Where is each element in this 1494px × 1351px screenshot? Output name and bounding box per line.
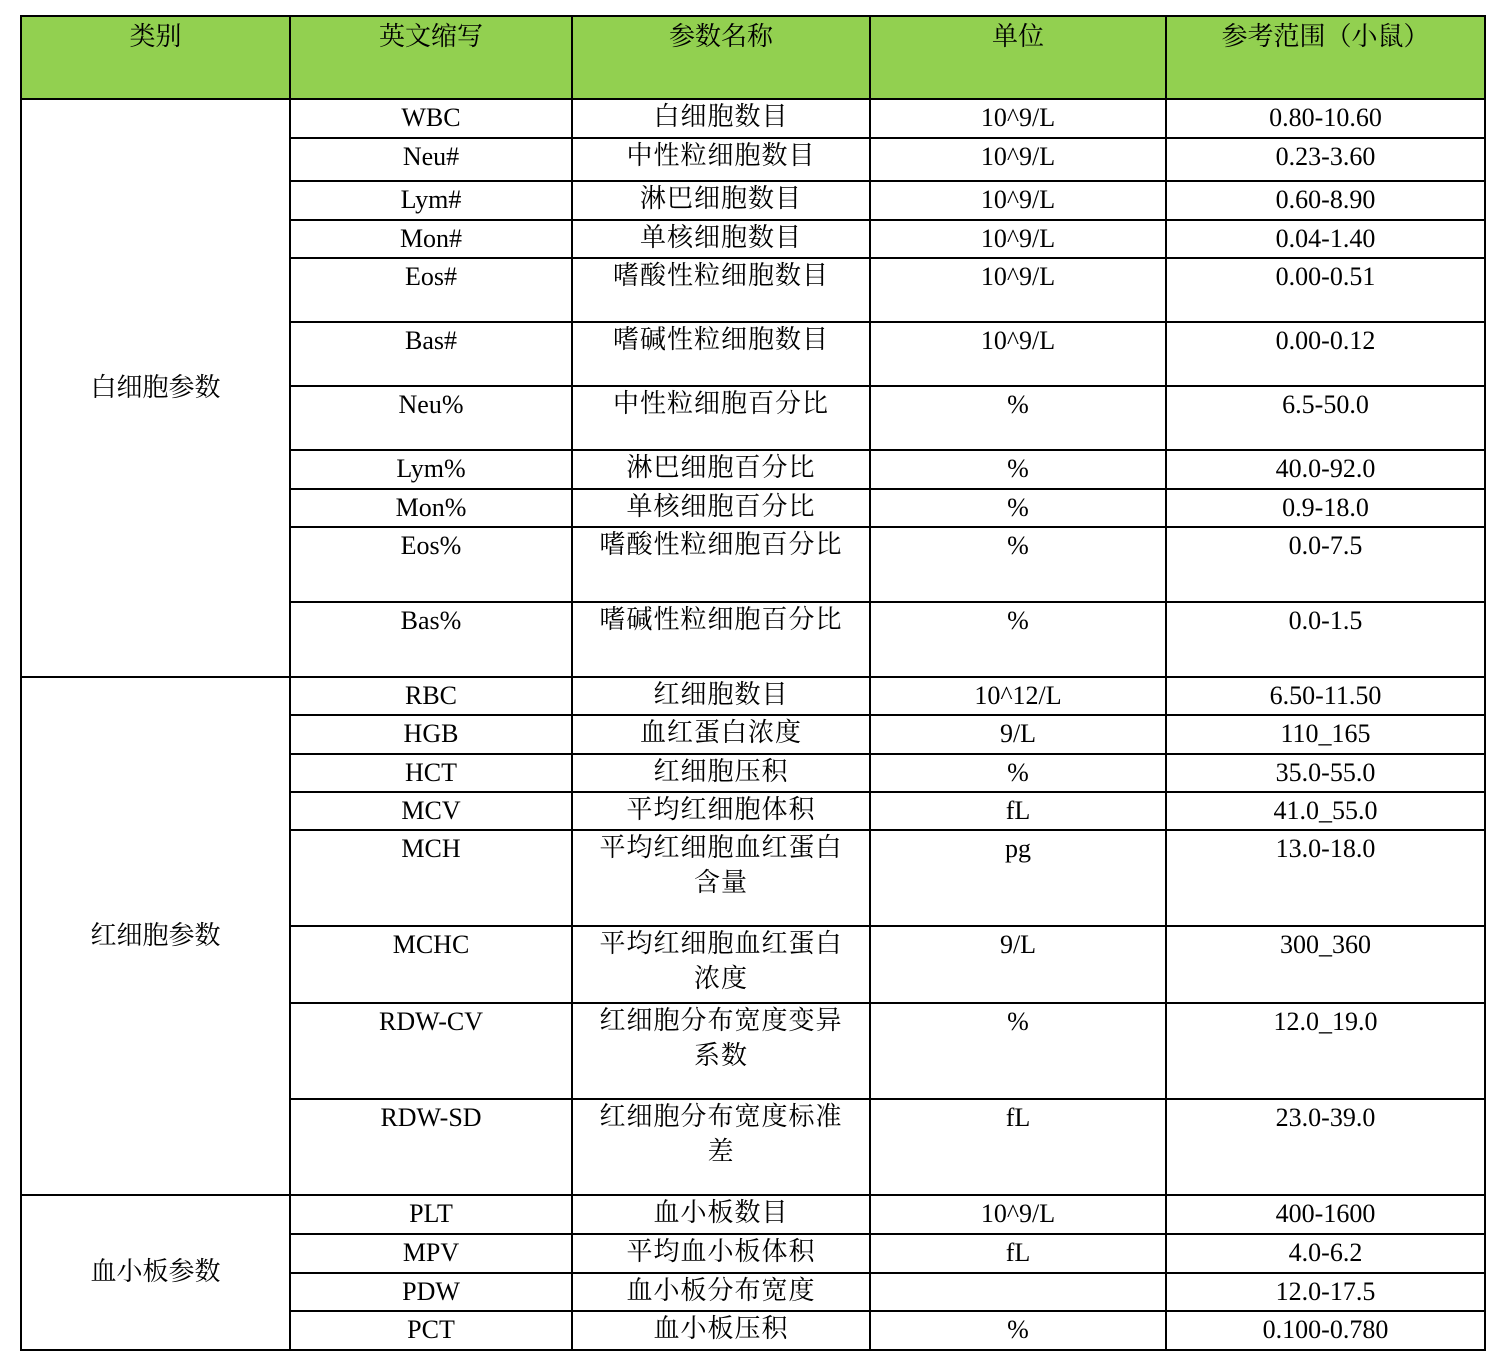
unit-cell: fL: [870, 792, 1166, 830]
header-unit: 单位: [870, 16, 1166, 99]
name-cell: 血红蛋白浓度: [572, 715, 870, 754]
range-cell: 13.0-18.0: [1166, 830, 1485, 926]
unit-cell: 10^12/L: [870, 677, 1166, 715]
unit-cell: 10^9/L: [870, 181, 1166, 220]
name-cell: 单核细胞数目: [572, 220, 870, 258]
unit-cell: 10^9/L: [870, 99, 1166, 138]
name-cell: 血小板分布宽度: [572, 1273, 870, 1311]
unit-cell: 10^9/L: [870, 322, 1166, 386]
header-row: [21, 16, 1485, 99]
unit-cell: 10^9/L: [870, 1195, 1166, 1234]
abbr-cell: PDW: [290, 1273, 572, 1311]
reference-range-table: [20, 15, 1486, 1351]
name-cell: 中性粒细胞百分比: [572, 386, 870, 450]
name-cell: 中性粒细胞数目: [572, 138, 870, 181]
header-range: 参考范围（小鼠）: [1166, 16, 1485, 99]
unit-cell: %: [870, 754, 1166, 792]
unit-cell: %: [870, 527, 1166, 602]
abbr-cell: PCT: [290, 1311, 572, 1350]
header-abbr: 英文缩写: [290, 16, 572, 99]
category-cell: 白细胞参数: [21, 99, 290, 677]
range-cell: 23.0-39.0: [1166, 1099, 1485, 1195]
unit-cell: %: [870, 450, 1166, 489]
header-name: 参数名称: [572, 16, 870, 99]
table-row: [21, 1195, 1485, 1234]
unit-cell: [870, 1273, 1166, 1311]
name-cell: 平均红细胞血红蛋白含量: [572, 830, 870, 926]
abbr-cell: Mon%: [290, 489, 572, 527]
unit-cell: %: [870, 1003, 1166, 1099]
abbr-cell: RBC: [290, 677, 572, 715]
range-cell: 0.9-18.0: [1166, 489, 1485, 527]
range-cell: 6.5-50.0: [1166, 386, 1485, 450]
abbr-cell: Neu#: [290, 138, 572, 181]
name-cell: 嗜碱性粒细胞百分比: [572, 602, 870, 677]
abbr-cell: Mon#: [290, 220, 572, 258]
table-row: [21, 99, 1485, 138]
table-row: [21, 677, 1485, 715]
range-cell: 0.80-10.60: [1166, 99, 1485, 138]
unit-cell: 10^9/L: [870, 258, 1166, 322]
name-cell: 血小板压积: [572, 1311, 870, 1350]
range-cell: 6.50-11.50: [1166, 677, 1485, 715]
abbr-cell: HGB: [290, 715, 572, 754]
unit-cell: 10^9/L: [870, 220, 1166, 258]
abbr-cell: Eos#: [290, 258, 572, 322]
range-cell: 0.23-3.60: [1166, 138, 1485, 181]
name-cell: 淋巴细胞数目: [572, 181, 870, 220]
abbr-cell: WBC: [290, 99, 572, 138]
unit-cell: 9/L: [870, 715, 1166, 754]
range-cell: 41.0_55.0: [1166, 792, 1485, 830]
abbr-cell: MCHC: [290, 926, 572, 1003]
name-cell: 红细胞压积: [572, 754, 870, 792]
range-cell: 0.60-8.90: [1166, 181, 1485, 220]
unit-cell: %: [870, 386, 1166, 450]
name-cell: 平均血小板体积: [572, 1234, 870, 1273]
abbr-cell: Lym#: [290, 181, 572, 220]
range-cell: 0.00-0.12: [1166, 322, 1485, 386]
range-cell: 40.0-92.0: [1166, 450, 1485, 489]
header-category: 类别: [21, 16, 290, 99]
abbr-cell: Neu%: [290, 386, 572, 450]
abbr-cell: RDW-CV: [290, 1003, 572, 1099]
range-cell: 0.100-0.780: [1166, 1311, 1485, 1350]
name-cell: 白细胞数目: [572, 99, 870, 138]
range-cell: 110_165: [1166, 715, 1485, 754]
range-cell: 300_360: [1166, 926, 1485, 1003]
name-cell: 嗜酸性粒细胞数目: [572, 258, 870, 322]
range-cell: 0.04-1.40: [1166, 220, 1485, 258]
unit-cell: %: [870, 489, 1166, 527]
abbr-cell: RDW-SD: [290, 1099, 572, 1195]
abbr-cell: PLT: [290, 1195, 572, 1234]
abbr-cell: MCV: [290, 792, 572, 830]
name-cell: 嗜碱性粒细胞数目: [572, 322, 870, 386]
abbr-cell: Bas#: [290, 322, 572, 386]
abbr-cell: Lym%: [290, 450, 572, 489]
name-cell: 红细胞分布宽度变异系数: [572, 1003, 870, 1099]
unit-cell: fL: [870, 1099, 1166, 1195]
unit-cell: fL: [870, 1234, 1166, 1273]
name-cell: 红细胞分布宽度标准差: [572, 1099, 870, 1195]
abbr-cell: MPV: [290, 1234, 572, 1273]
name-cell: 平均红细胞体积: [572, 792, 870, 830]
category-cell: 血小板参数: [21, 1195, 290, 1350]
abbr-cell: Eos%: [290, 527, 572, 602]
range-cell: 35.0-55.0: [1166, 754, 1485, 792]
abbr-cell: MCH: [290, 830, 572, 926]
range-cell: 0.0-7.5: [1166, 527, 1485, 602]
category-cell: 红细胞参数: [21, 677, 290, 1195]
name-cell: 平均红细胞血红蛋白浓度: [572, 926, 870, 1003]
range-cell: 12.0-17.5: [1166, 1273, 1485, 1311]
unit-cell: 9/L: [870, 926, 1166, 1003]
name-cell: 单核细胞百分比: [572, 489, 870, 527]
name-cell: 血小板数目: [572, 1195, 870, 1234]
name-cell: 淋巴细胞百分比: [572, 450, 870, 489]
range-cell: 12.0_19.0: [1166, 1003, 1485, 1099]
abbr-cell: Bas%: [290, 602, 572, 677]
unit-cell: pg: [870, 830, 1166, 926]
abbr-cell: HCT: [290, 754, 572, 792]
range-cell: 400-1600: [1166, 1195, 1485, 1234]
unit-cell: 10^9/L: [870, 138, 1166, 181]
name-cell: 嗜酸性粒细胞百分比: [572, 527, 870, 602]
range-cell: 0.00-0.51: [1166, 258, 1485, 322]
range-cell: 4.0-6.2: [1166, 1234, 1485, 1273]
unit-cell: %: [870, 602, 1166, 677]
unit-cell: %: [870, 1311, 1166, 1350]
name-cell: 红细胞数目: [572, 677, 870, 715]
range-cell: 0.0-1.5: [1166, 602, 1485, 677]
